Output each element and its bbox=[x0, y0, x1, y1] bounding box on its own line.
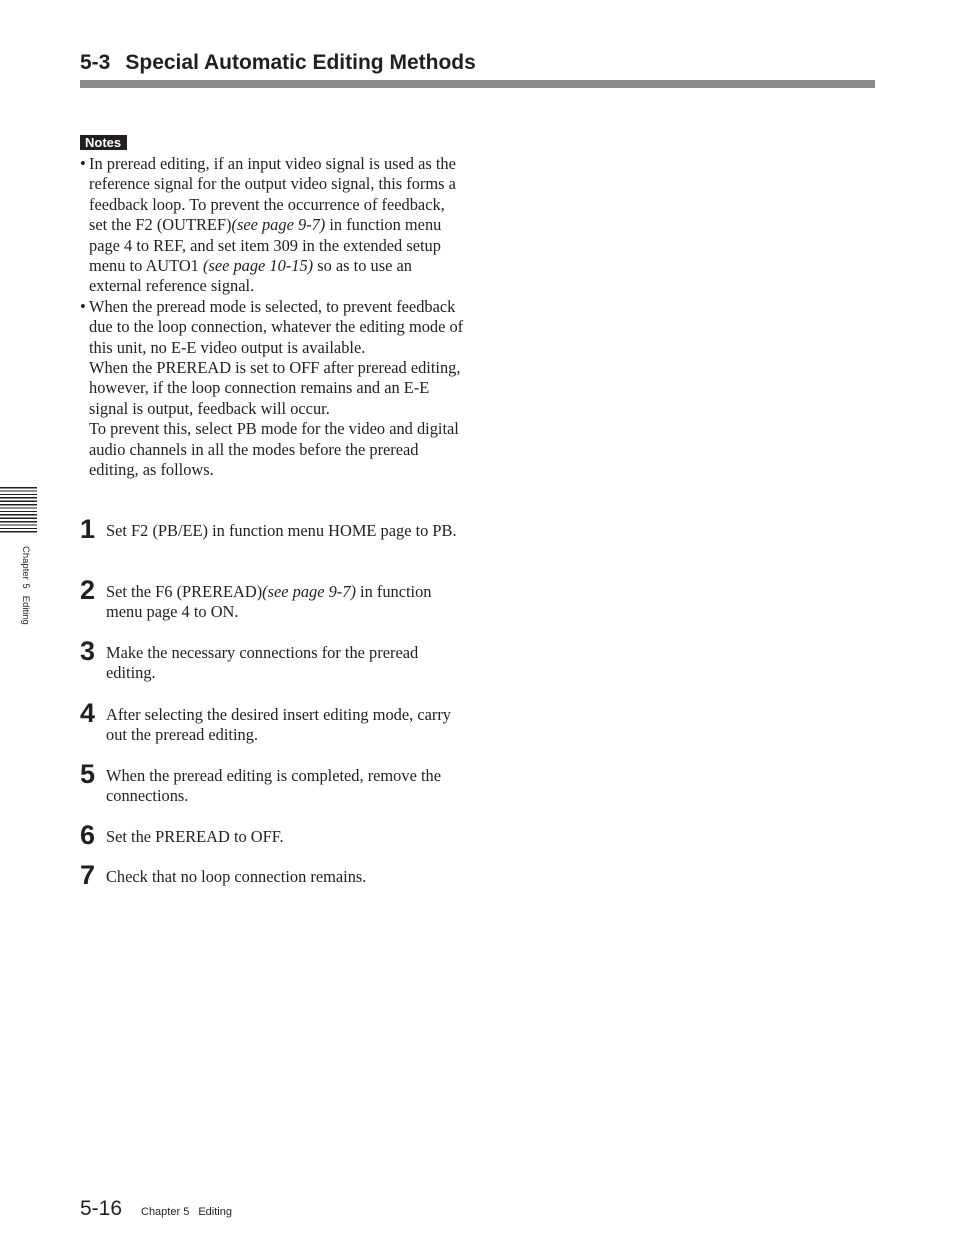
note-item bbox=[80, 297, 465, 481]
page-reference: (see page 9-7) bbox=[262, 582, 356, 601]
notes-list bbox=[80, 154, 465, 481]
chapter-thumb-tab bbox=[0, 487, 37, 533]
note-item bbox=[80, 154, 465, 297]
step-number: 5 bbox=[80, 759, 96, 789]
note-paragraph: When the PREREAD is set to OFF after preread editing, however, if the loop connection remains and an E-E signal is output, feedback will occur. bbox=[89, 358, 461, 418]
bullet: • bbox=[80, 154, 86, 173]
step-number: 6 bbox=[80, 820, 96, 850]
step-text: Set the PREREAD to OFF. bbox=[106, 827, 284, 846]
side-chapter-label bbox=[20, 546, 31, 625]
step-text bbox=[106, 582, 466, 623]
note-paragraph: To prevent this, select PB mode for the video and digital audio channels in all the modes before the preread editing, as follows. bbox=[89, 419, 459, 480]
page-reference: (see page 9-7) bbox=[231, 215, 326, 235]
side-chapter: Chapter 5 bbox=[20, 546, 31, 589]
step-number: 3 bbox=[80, 636, 96, 666]
page-reference: (see page 10-15) bbox=[202, 256, 314, 276]
step-text: When the preread editing is completed, remove the connections. bbox=[106, 766, 441, 806]
note-paragraph bbox=[89, 154, 465, 297]
notes-label: Notes bbox=[80, 135, 127, 150]
section-header bbox=[80, 50, 875, 76]
step-text-part: Set the F6 (PREREAD) bbox=[106, 582, 263, 601]
footer-chapter: Chapter 5 bbox=[141, 1206, 190, 1218]
note-text: so as to use an external reference signal. bbox=[89, 256, 412, 296]
step-text: After selecting the desired insert editing mode, carry out the preread editing. bbox=[106, 705, 451, 745]
section-number: 5-3 bbox=[80, 51, 111, 74]
section-title-text: Special Automatic Editing Methods bbox=[125, 51, 476, 74]
step-number: 4 bbox=[80, 698, 96, 728]
step-text: Make the necessary connections for the preread editing. bbox=[106, 643, 419, 683]
step-text-part: in function menu page 4 to ON. bbox=[106, 582, 432, 622]
step-number: 1 bbox=[80, 514, 96, 544]
step-number: 7 bbox=[80, 860, 96, 890]
note-text: In preread editing, if an input video signal is used as the reference signal for the output video signal, this forms a feedback loop. To prevent the occurrence of feedback, set the F2 (OUTREF) bbox=[89, 154, 456, 235]
page-footer bbox=[80, 1196, 232, 1222]
step-text: Check that no loop connection remains. bbox=[106, 867, 367, 886]
header-rule bbox=[80, 80, 875, 88]
bullet: • bbox=[80, 296, 86, 316]
step-number: 2 bbox=[80, 575, 96, 605]
section-title bbox=[80, 50, 875, 76]
step-text: Set F2 (PB/EE) in function menu HOME page to PB. bbox=[106, 521, 457, 540]
side-title: Editing bbox=[20, 595, 31, 625]
page-number: 5-16 bbox=[80, 1197, 123, 1220]
footer-title: Editing bbox=[198, 1206, 232, 1218]
note-text: in function menu page 4 to REF, and set item 309 in the extended setup menu to AUTO1 bbox=[89, 215, 442, 276]
footer-chapter-label bbox=[141, 1206, 232, 1219]
note-paragraph: When the preread mode is selected, to prevent feedback due to the loop connection, whatever the editing mode of this unit, no E-E video output is available. bbox=[89, 296, 464, 357]
